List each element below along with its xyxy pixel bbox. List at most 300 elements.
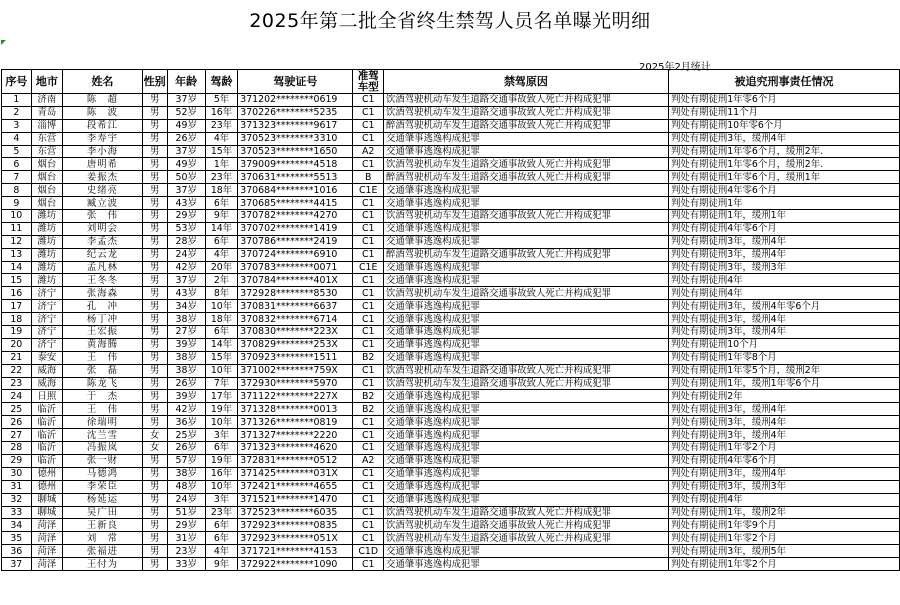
cell-index: 3 bbox=[2, 119, 32, 132]
cell-name: 王新良 bbox=[63, 519, 143, 532]
cell-age: 33岁 bbox=[167, 558, 205, 571]
cell-age: 26岁 bbox=[167, 377, 205, 390]
table-row bbox=[2, 416, 900, 429]
cell-criminal-liability: 判处有期徒刑3年，缓刑4年 bbox=[668, 416, 899, 429]
cell-name: 杨延运 bbox=[63, 493, 143, 506]
cell-index: 20 bbox=[2, 338, 32, 351]
cell-driving-years: 10年 bbox=[205, 416, 237, 429]
cell-driving-years: 9年 bbox=[205, 210, 237, 223]
cell-gender: 男 bbox=[142, 351, 167, 364]
table-row bbox=[2, 158, 900, 171]
cell-criminal-liability: 判处有期徒刑4年 bbox=[668, 287, 899, 300]
cell-index: 25 bbox=[2, 403, 32, 416]
cell-driving-years: 7年 bbox=[205, 377, 237, 390]
cell-city: 临沂 bbox=[31, 454, 63, 467]
cell-age: 28岁 bbox=[167, 235, 205, 248]
cell-index: 7 bbox=[2, 171, 32, 184]
cell-gender: 男 bbox=[142, 222, 167, 235]
cell-vehicle-class: C1 bbox=[353, 132, 383, 145]
cell-criminal-liability: 判处有期徒刑1年 bbox=[668, 197, 899, 210]
table-row bbox=[2, 145, 900, 158]
cell-license-number: 370786********2419 bbox=[238, 235, 353, 248]
header-index: 序号 bbox=[2, 70, 32, 94]
cell-name: 吴广田 bbox=[63, 506, 143, 519]
table-row bbox=[2, 532, 900, 545]
cell-index: 12 bbox=[2, 235, 32, 248]
cell-gender: 男 bbox=[142, 171, 167, 184]
cell-city: 泰安 bbox=[31, 351, 63, 364]
cell-ban-reason: 交通肇事逃逸构成犯罪 bbox=[383, 403, 668, 416]
cell-license-number: 371326********0819 bbox=[238, 416, 353, 429]
cell-criminal-liability: 判处有期徒刑3年，缓刑4年 bbox=[668, 403, 899, 416]
cell-city: 烟台 bbox=[31, 158, 63, 171]
cell-license-number: 371521********1470 bbox=[238, 493, 353, 506]
table-row bbox=[2, 326, 900, 339]
cell-driving-years: 23年 bbox=[205, 171, 237, 184]
cell-age: 24岁 bbox=[167, 248, 205, 261]
table-row bbox=[2, 377, 900, 390]
cell-license-number: 370784********401X bbox=[238, 274, 353, 287]
table-row bbox=[2, 480, 900, 493]
cell-ban-reason: 交通肇事逃逸构成犯罪 bbox=[383, 338, 668, 351]
cell-criminal-liability: 判处有期徒刑4年 bbox=[668, 493, 899, 506]
cell-name: 李孟杰 bbox=[63, 235, 143, 248]
cell-ban-reason: 交通肇事逃逸构成犯罪 bbox=[383, 300, 668, 313]
cell-ban-reason: 饮酒驾驶机动车发生道路交通事故致人死亡并构成犯罪 bbox=[383, 519, 668, 532]
cell-ban-reason: 交通肇事逃逸构成犯罪 bbox=[383, 274, 668, 287]
cell-index: 30 bbox=[2, 467, 32, 480]
cell-license-number: 371323********4620 bbox=[238, 442, 353, 455]
page-title: 2025年第二批全省终生禁驾人员名单曝光明细 bbox=[249, 10, 651, 32]
cell-age: 49岁 bbox=[167, 158, 205, 171]
cell-age: 29岁 bbox=[167, 519, 205, 532]
cell-ban-reason: 饮酒驾驶机动车发生道路交通事故致人死亡并构成犯罪 bbox=[383, 532, 668, 545]
cell-vehicle-class: C1 bbox=[353, 519, 383, 532]
cell-name: 臧立波 bbox=[63, 197, 143, 210]
cell-vehicle-class: C1 bbox=[353, 506, 383, 519]
table-row bbox=[2, 171, 900, 184]
cell-ban-reason: 交通肇事逃逸构成犯罪 bbox=[383, 480, 668, 493]
cell-index: 29 bbox=[2, 454, 32, 467]
cell-name: 刘明会 bbox=[63, 222, 143, 235]
cell-gender: 男 bbox=[142, 106, 167, 119]
cell-driving-years: 18年 bbox=[205, 184, 237, 197]
cell-vehicle-class: C1 bbox=[353, 274, 383, 287]
cell-vehicle-class: C1 bbox=[353, 222, 383, 235]
cell-criminal-liability: 判处有期徒刑3年，缓刑4年 bbox=[668, 429, 899, 442]
cell-city: 东营 bbox=[31, 132, 63, 145]
cell-gender: 男 bbox=[142, 558, 167, 571]
stat-date: 2025年2月统计 bbox=[639, 62, 711, 73]
cell-age: 53岁 bbox=[167, 222, 205, 235]
cell-gender: 男 bbox=[142, 545, 167, 558]
table-row bbox=[2, 197, 900, 210]
cell-age: 49岁 bbox=[167, 119, 205, 132]
cell-ban-reason: 交通肇事逃逸构成犯罪 bbox=[383, 558, 668, 571]
cell-criminal-liability: 判处有期徒刑1年零6个月，缓刑2年. bbox=[668, 158, 899, 171]
cell-criminal-liability: 判处有期徒刑10个月 bbox=[668, 338, 899, 351]
cell-vehicle-class: A2 bbox=[353, 454, 383, 467]
cell-license-number: 370923********1511 bbox=[238, 351, 353, 364]
cell-city: 潍坊 bbox=[31, 274, 63, 287]
cell-license-number: 370782********4270 bbox=[238, 210, 353, 223]
cell-city: 烟台 bbox=[31, 171, 63, 184]
cell-driving-years: 9年 bbox=[205, 558, 237, 571]
cell-driving-years: 15年 bbox=[205, 351, 237, 364]
cell-driving-years: 1年 bbox=[205, 158, 237, 171]
cell-index: 8 bbox=[2, 184, 32, 197]
cell-driving-years: 8年 bbox=[205, 287, 237, 300]
cell-vehicle-class: C1 bbox=[353, 326, 383, 339]
cell-criminal-liability: 判处有期徒刑3年，缓刑4年 bbox=[668, 467, 899, 480]
cell-city: 青岛 bbox=[31, 106, 63, 119]
cell-ban-reason: 醉酒驾驶机动车发生道路交通事故致人死亡并构成犯罪 bbox=[383, 171, 668, 184]
cell-criminal-liability: 判处有期徒刑3年，缓刑4年 bbox=[668, 326, 899, 339]
cell-age: 43岁 bbox=[167, 287, 205, 300]
cell-name: 冯振岚 bbox=[63, 442, 143, 455]
cell-criminal-liability: 判处有期徒刑1年零2个月 bbox=[668, 532, 899, 545]
cell-driving-years: 6年 bbox=[205, 326, 237, 339]
cell-age: 31岁 bbox=[167, 532, 205, 545]
cell-license-number: 370226********5235 bbox=[238, 106, 353, 119]
cell-index: 11 bbox=[2, 222, 32, 235]
cell-city: 淄博 bbox=[31, 119, 63, 132]
cell-gender: 男 bbox=[142, 519, 167, 532]
cell-driving-years: 17年 bbox=[205, 390, 237, 403]
cell-driving-years: 20年 bbox=[205, 261, 237, 274]
cell-license-number: 371328********0013 bbox=[238, 403, 353, 416]
cell-name: 王 伟 bbox=[63, 351, 143, 364]
cell-vehicle-class: C1 bbox=[353, 429, 383, 442]
cell-name: 刘 常 bbox=[63, 532, 143, 545]
cell-index: 27 bbox=[2, 429, 32, 442]
cell-age: 42岁 bbox=[167, 261, 205, 274]
cell-age: 38岁 bbox=[167, 364, 205, 377]
cell-age: 25岁 bbox=[167, 429, 205, 442]
cell-age: 39岁 bbox=[167, 390, 205, 403]
cell-city: 临沂 bbox=[31, 442, 63, 455]
cell-license-number: 370684********1016 bbox=[238, 184, 353, 197]
cell-name: 李寿宇 bbox=[63, 132, 143, 145]
cell-city: 潍坊 bbox=[31, 261, 63, 274]
cell-vehicle-class: C1 bbox=[353, 377, 383, 390]
cell-age: 37岁 bbox=[167, 184, 205, 197]
cell-age: 34岁 bbox=[167, 300, 205, 313]
table-row bbox=[2, 545, 900, 558]
table-row bbox=[2, 390, 900, 403]
cell-name: 张 伟 bbox=[63, 210, 143, 223]
cell-driving-years: 5年 bbox=[205, 94, 237, 107]
table-row bbox=[2, 467, 900, 480]
cell-ban-reason: 交通肇事逃逸构成犯罪 bbox=[383, 545, 668, 558]
table-row bbox=[2, 248, 900, 261]
cell-gender: 男 bbox=[142, 145, 167, 158]
table-row bbox=[2, 132, 900, 145]
cell-ban-reason: 交通肇事逃逸构成犯罪 bbox=[383, 145, 668, 158]
cell-license-number: 371323********9617 bbox=[238, 119, 353, 132]
cell-license-number: 370685********4415 bbox=[238, 197, 353, 210]
cell-driving-years: 16年 bbox=[205, 106, 237, 119]
cell-ban-reason: 饮酒驾驶机动车发生道路交通事故致人死亡并构成犯罪 bbox=[383, 210, 668, 223]
cell-driving-years: 23年 bbox=[205, 506, 237, 519]
cell-driving-years: 10年 bbox=[205, 300, 237, 313]
table-row bbox=[2, 493, 900, 506]
cell-license-number: 372922********1090 bbox=[238, 558, 353, 571]
cell-gender: 男 bbox=[142, 235, 167, 248]
cell-age: 51岁 bbox=[167, 506, 205, 519]
cell-driving-years: 6年 bbox=[205, 519, 237, 532]
cell-gender: 女 bbox=[142, 429, 167, 442]
cell-criminal-liability: 判处有期徒刑4年零6个月 bbox=[668, 184, 899, 197]
cell-license-number: 371327********2220 bbox=[238, 429, 353, 442]
cell-ban-reason: 醉酒驾驶机动车发生道路交通事故致人死亡并构成犯罪 bbox=[383, 119, 668, 132]
cell-city: 菏泽 bbox=[31, 519, 63, 532]
table-row bbox=[2, 222, 900, 235]
cell-age: 36岁 bbox=[167, 416, 205, 429]
table-row bbox=[2, 442, 900, 455]
cell-license-number: 371122********227X bbox=[238, 390, 353, 403]
cell-city: 东营 bbox=[31, 145, 63, 158]
cell-ban-reason: 交通肇事逃逸构成犯罪 bbox=[383, 313, 668, 326]
cell-index: 32 bbox=[2, 493, 32, 506]
table-row bbox=[2, 429, 900, 442]
header-driving-years: 驾龄 bbox=[205, 70, 237, 94]
table-row bbox=[2, 274, 900, 287]
cell-name: 王宏振 bbox=[63, 326, 143, 339]
cell-criminal-liability: 判处有期徒刑3年，缓刑4年零6个月 bbox=[668, 300, 899, 313]
cell-city: 烟台 bbox=[31, 197, 63, 210]
cell-city: 菏泽 bbox=[31, 545, 63, 558]
cell-gender: 男 bbox=[142, 94, 167, 107]
cell-license-number: 370702********1419 bbox=[238, 222, 353, 235]
cell-ban-reason: 交通肇事逃逸构成犯罪 bbox=[383, 184, 668, 197]
cell-criminal-liability: 判处有期徒刑1年零2个月 bbox=[668, 442, 899, 455]
cell-vehicle-class: C1 bbox=[353, 287, 383, 300]
cell-criminal-liability: 判处有期徒刑4年 bbox=[668, 274, 899, 287]
cell-license-number: 372930********5970 bbox=[238, 377, 353, 390]
cell-index: 24 bbox=[2, 390, 32, 403]
cell-gender: 男 bbox=[142, 416, 167, 429]
cell-vehicle-class: C1 bbox=[353, 532, 383, 545]
cell-gender: 女 bbox=[142, 442, 167, 455]
cell-criminal-liability: 判处有期徒刑11个月 bbox=[668, 106, 899, 119]
cell-criminal-liability: 判处有期徒刑3年，缓刑4年 bbox=[668, 313, 899, 326]
cell-ban-reason: 饮酒驾驶机动车发生道路交通事故致人死亡并构成犯罪 bbox=[383, 506, 668, 519]
cell-gender: 男 bbox=[142, 364, 167, 377]
cell-ban-reason: 交通肇事逃逸构成犯罪 bbox=[383, 429, 668, 442]
cell-index: 6 bbox=[2, 158, 32, 171]
cell-city: 威海 bbox=[31, 377, 63, 390]
cell-name: 张 磊 bbox=[63, 364, 143, 377]
cell-age: 27岁 bbox=[167, 326, 205, 339]
table-row bbox=[2, 506, 900, 519]
cell-vehicle-class: C1 bbox=[353, 158, 383, 171]
cell-ban-reason: 交通肇事逃逸构成犯罪 bbox=[383, 326, 668, 339]
cell-city: 烟台 bbox=[31, 184, 63, 197]
cell-driving-years: 3年 bbox=[205, 429, 237, 442]
cell-license-number: 370783********0071 bbox=[238, 261, 353, 274]
table-row bbox=[2, 184, 900, 197]
table-row bbox=[2, 106, 900, 119]
cell-name: 杨丁冲 bbox=[63, 313, 143, 326]
cell-age: 52岁 bbox=[167, 106, 205, 119]
cell-license-number: 370631********5513 bbox=[238, 171, 353, 184]
cell-criminal-liability: 判处有期徒刑3年，缓刑3年 bbox=[668, 480, 899, 493]
cell-criminal-liability: 判处有期徒刑1年，缓刑1年零6个月 bbox=[668, 377, 899, 390]
cell-city: 菏泽 bbox=[31, 558, 63, 571]
cell-city: 潍坊 bbox=[31, 248, 63, 261]
header-criminal-liability: 被追究刑事责任情况 bbox=[668, 70, 899, 94]
cell-city: 济宁 bbox=[31, 287, 63, 300]
table-row bbox=[2, 287, 900, 300]
cell-city: 威海 bbox=[31, 364, 63, 377]
cell-gender: 男 bbox=[142, 274, 167, 287]
cell-index: 23 bbox=[2, 377, 32, 390]
cell-license-number: 372923********0835 bbox=[238, 519, 353, 532]
cell-name: 唐明希 bbox=[63, 158, 143, 171]
cell-ban-reason: 交通肇事逃逸构成犯罪 bbox=[383, 493, 668, 506]
cell-license-number: 371202********0619 bbox=[238, 94, 353, 107]
cell-age: 43岁 bbox=[167, 197, 205, 210]
cell-criminal-liability: 判处有期徒刑1年零9个月 bbox=[668, 519, 899, 532]
cell-name: 张一财 bbox=[63, 454, 143, 467]
cell-vehicle-class: C1 bbox=[353, 480, 383, 493]
cell-criminal-liability: 判处有期徒刑1年零6个月，缓刑1年 bbox=[668, 171, 899, 184]
cell-driving-years: 15年 bbox=[205, 145, 237, 158]
cell-gender: 男 bbox=[142, 248, 167, 261]
cell-age: 42岁 bbox=[167, 403, 205, 416]
cell-vehicle-class: C1D bbox=[353, 545, 383, 558]
cell-age: 38岁 bbox=[167, 467, 205, 480]
table-row bbox=[2, 261, 900, 274]
cell-ban-reason: 交通肇事逃逸构成犯罪 bbox=[383, 351, 668, 364]
header-city: 地市 bbox=[31, 70, 63, 94]
cell-criminal-liability: 判处有期徒刑3年，缓刑4年 bbox=[668, 235, 899, 248]
cell-name: 张福进 bbox=[63, 545, 143, 558]
cell-driving-years: 3年 bbox=[205, 493, 237, 506]
cell-ban-reason: 交通肇事逃逸构成犯罪 bbox=[383, 235, 668, 248]
cell-driving-years: 4年 bbox=[205, 132, 237, 145]
cell-index: 28 bbox=[2, 442, 32, 455]
cell-age: 26岁 bbox=[167, 132, 205, 145]
cell-vehicle-class: C1 bbox=[353, 416, 383, 429]
table-row bbox=[2, 364, 900, 377]
cell-age: 39岁 bbox=[167, 338, 205, 351]
cell-driving-years: 16年 bbox=[205, 467, 237, 480]
cell-license-number: 372923********051X bbox=[238, 532, 353, 545]
cell-name: 李小海 bbox=[63, 145, 143, 158]
cell-name: 段希江 bbox=[63, 119, 143, 132]
cell-gender: 男 bbox=[142, 480, 167, 493]
cell-name: 李荣臣 bbox=[63, 480, 143, 493]
cell-city: 日照 bbox=[31, 390, 63, 403]
cell-criminal-liability: 判处有期徒刑1年零5个月，缓刑2年 bbox=[668, 364, 899, 377]
cell-name: 孔 冲 bbox=[63, 300, 143, 313]
cell-age: 37岁 bbox=[167, 145, 205, 158]
cell-name: 史绪亮 bbox=[63, 184, 143, 197]
cell-ban-reason: 饮酒驾驶机动车发生道路交通事故致人死亡并构成犯罪 bbox=[383, 158, 668, 171]
cell-driving-years: 4年 bbox=[205, 248, 237, 261]
cell-city: 聊城 bbox=[31, 506, 63, 519]
cell-license-number: 372928********8530 bbox=[238, 287, 353, 300]
cell-gender: 男 bbox=[142, 403, 167, 416]
cell-criminal-liability: 判处有期徒刑3年，缓刑4年 bbox=[668, 248, 899, 261]
cell-driving-years: 6年 bbox=[205, 235, 237, 248]
cell-license-number: 372831********0512 bbox=[238, 454, 353, 467]
cell-vehicle-class: A2 bbox=[353, 145, 383, 158]
cell-driving-years: 2年 bbox=[205, 274, 237, 287]
cell-vehicle-class: C1 bbox=[353, 313, 383, 326]
cell-vehicle-class: B2 bbox=[353, 403, 383, 416]
cell-ban-reason: 饮酒驾驶机动车发生道路交通事故致人死亡并构成犯罪 bbox=[383, 94, 668, 107]
cell-vehicle-class: C1 bbox=[353, 300, 383, 313]
cell-index: 34 bbox=[2, 519, 32, 532]
header-age: 年龄 bbox=[167, 70, 205, 94]
cell-index: 33 bbox=[2, 506, 32, 519]
cell-city: 济宁 bbox=[31, 326, 63, 339]
cell-criminal-liability: 判处有期徒刑4年零6个月 bbox=[668, 454, 899, 467]
header-license-number: 驾驶证号 bbox=[238, 70, 353, 94]
cell-index: 35 bbox=[2, 532, 32, 545]
cell-index: 14 bbox=[2, 261, 32, 274]
cell-ban-reason: 交通肇事逃逸构成犯罪 bbox=[383, 261, 668, 274]
cell-driving-years: 14年 bbox=[205, 338, 237, 351]
cell-index: 2 bbox=[2, 106, 32, 119]
cell-ban-reason: 交通肇事逃逸构成犯罪 bbox=[383, 454, 668, 467]
cell-index: 18 bbox=[2, 313, 32, 326]
cell-age: 26岁 bbox=[167, 442, 205, 455]
cell-gender: 男 bbox=[142, 377, 167, 390]
cell-ban-reason: 饮酒驾驶机动车发生道路交通事故致人死亡并构成犯罪 bbox=[383, 364, 668, 377]
cell-index: 31 bbox=[2, 480, 32, 493]
cell-criminal-liability: 判处有期徒刑4年零6个月 bbox=[668, 222, 899, 235]
cell-vehicle-class: C1 bbox=[353, 94, 383, 107]
table-row bbox=[2, 338, 900, 351]
cell-gender: 男 bbox=[142, 313, 167, 326]
cell-driving-years: 19年 bbox=[205, 403, 237, 416]
cell-index: 17 bbox=[2, 300, 32, 313]
cell-criminal-liability: 判处有期徒刑3年，缓刑3年 bbox=[668, 261, 899, 274]
cell-ban-reason: 饮酒驾驶机动车发生道路交通事故致人死亡并构成犯罪 bbox=[383, 377, 668, 390]
cell-index: 10 bbox=[2, 210, 32, 223]
cell-age: 50岁 bbox=[167, 171, 205, 184]
cell-driving-years: 10年 bbox=[205, 480, 237, 493]
cell-vehicle-class: C1 bbox=[353, 197, 383, 210]
cell-comment-marker bbox=[1, 40, 6, 45]
cell-gender: 男 bbox=[142, 532, 167, 545]
cell-name: 于 杰 bbox=[63, 390, 143, 403]
cell-driving-years: 19年 bbox=[205, 454, 237, 467]
cell-ban-reason: 交通肇事逃逸构成犯罪 bbox=[383, 197, 668, 210]
cell-ban-reason: 交通肇事逃逸构成犯罪 bbox=[383, 442, 668, 455]
table-row bbox=[2, 351, 900, 364]
cell-ban-reason: 交通肇事逃逸构成犯罪 bbox=[383, 390, 668, 403]
cell-city: 济南 bbox=[31, 94, 63, 107]
cell-driving-years: 10年 bbox=[205, 364, 237, 377]
cell-name: 王付为 bbox=[63, 558, 143, 571]
cell-criminal-liability: 判处有期徒刑3年，缓刑5年 bbox=[668, 545, 899, 558]
cell-driving-years: 14年 bbox=[205, 222, 237, 235]
cell-gender: 男 bbox=[142, 454, 167, 467]
cell-index: 26 bbox=[2, 416, 32, 429]
cell-vehicle-class: C1E bbox=[353, 184, 383, 197]
cell-gender: 男 bbox=[142, 184, 167, 197]
cell-license-number: 379009********4518 bbox=[238, 158, 353, 171]
cell-vehicle-class: C1 bbox=[353, 119, 383, 132]
cell-vehicle-class: C1 bbox=[353, 558, 383, 571]
cell-name: 王冬冬 bbox=[63, 274, 143, 287]
header-gender: 性别 bbox=[142, 70, 167, 94]
